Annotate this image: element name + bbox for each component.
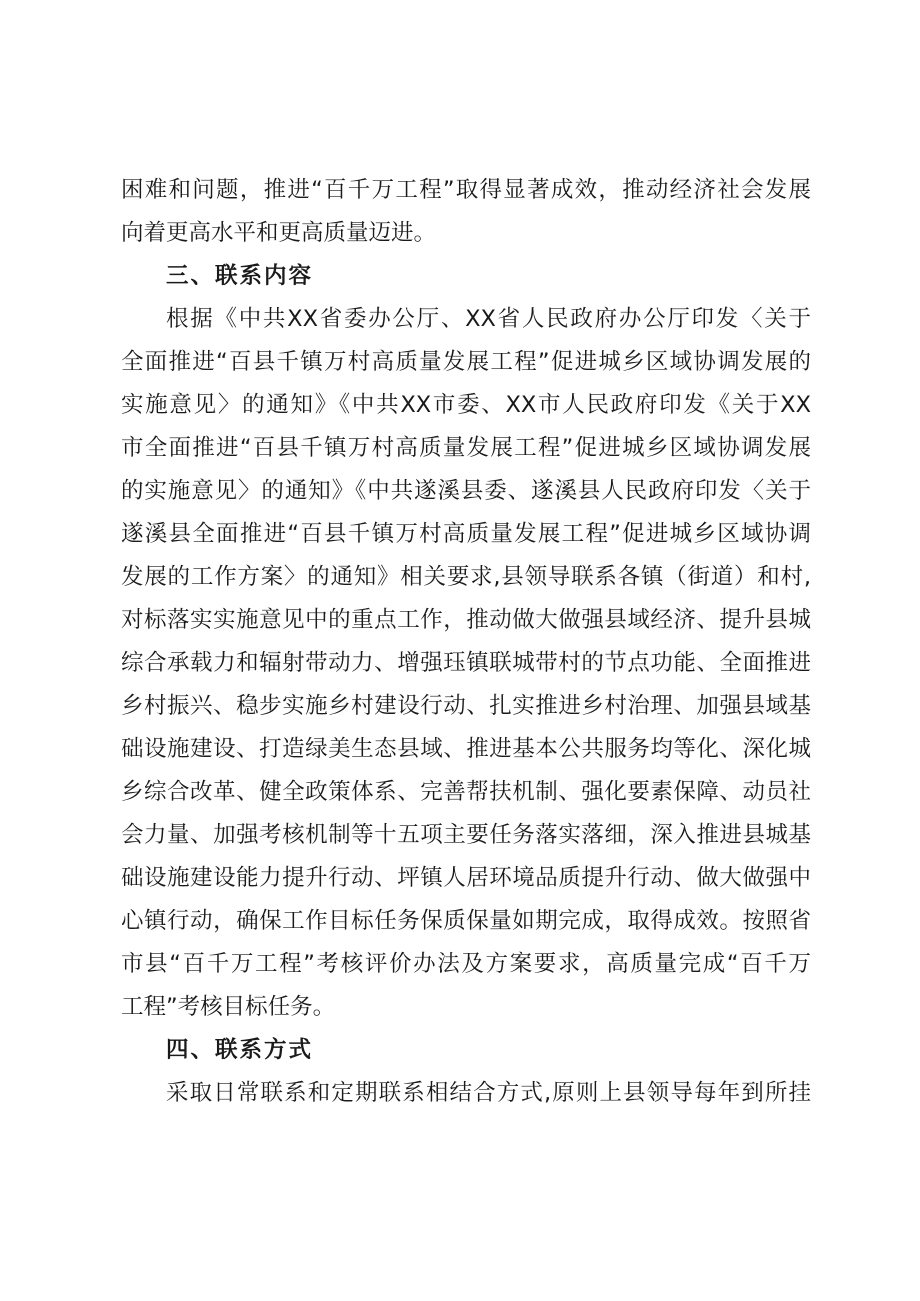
paragraph-line: 对标落实实施意见中的重点工作，推动做大做强县域经济、提升县城 [121, 607, 811, 633]
paragraph-line: 的实施意见〉的通知》《中共遂溪县委、遂溪县人民政府印发〈关于 [121, 478, 811, 504]
paragraph-line: 心镇行动，确保工作目标任务保质保量如期完成，取得成效。按照省 [121, 908, 811, 934]
section-heading-4: 四、联系方式 [166, 1037, 314, 1063]
paragraph-line: 市全面推进“百县千镇万村高质量发展工程”促进城乡区域协调发展 [121, 435, 811, 461]
paragraph-line: 会力量、加强考核机制等十五项主要任务落实落细，深入推进县城基 [121, 822, 811, 848]
paragraph-line: 向着更高水平和更高质量迈进。 [121, 220, 437, 246]
paragraph-line: 乡综合改革、健全政策体系、完善帮扶机制、强化要素保障、动员社 [121, 779, 811, 805]
paragraph-line: 市县“百千万工程”考核评价办法及方案要求，高质量完成“百千万 [121, 951, 811, 977]
paragraph-line: 发展的工作方案〉的通知》相关要求,县领导联系各镇（街道）和村, [121, 564, 811, 590]
paragraph-line: 困难和问题，推进“百千万工程”取得显著成效，推动经济社会发展 [121, 177, 811, 203]
paragraph-line: 全面推进“百县千镇万村高质量发展工程”促进城乡区域协调发展的 [121, 349, 811, 375]
paragraph-line: 遂溪县全面推进“百县千镇万村高质量发展工程”促进城乡区域协调 [121, 521, 811, 547]
paragraph-line: 础设施建设能力提升行动、坪镇人居环境品质提升行动、做大做强中 [121, 865, 811, 891]
paragraph-line: 工程”考核目标任务。 [121, 994, 336, 1020]
paragraph-line: 乡村振兴、稳步实施乡村建设行动、扎实推进乡村治理、加强县域基 [121, 693, 811, 719]
section-heading-3: 三、联系内容 [166, 263, 314, 289]
paragraph-line: 实施意见〉的通知》《中共XX市委、XX市人民政府印发《关于XX [121, 392, 811, 418]
paragraph-line: 根据《中共XX省委办公厅、XX省人民政府办公厅印发〈关于 [166, 306, 811, 332]
paragraph-line: 采取日常联系和定期联系相结合方式,原则上县领导每年到所挂 [166, 1080, 811, 1106]
paragraph-line: 础设施建设、打造绿美生态县域、推进基本公共服务均等化、深化城 [121, 736, 811, 762]
paragraph-line: 综合承载力和辐射带动力、增强珏镇联城带村的节点功能、全面推进 [121, 650, 811, 676]
